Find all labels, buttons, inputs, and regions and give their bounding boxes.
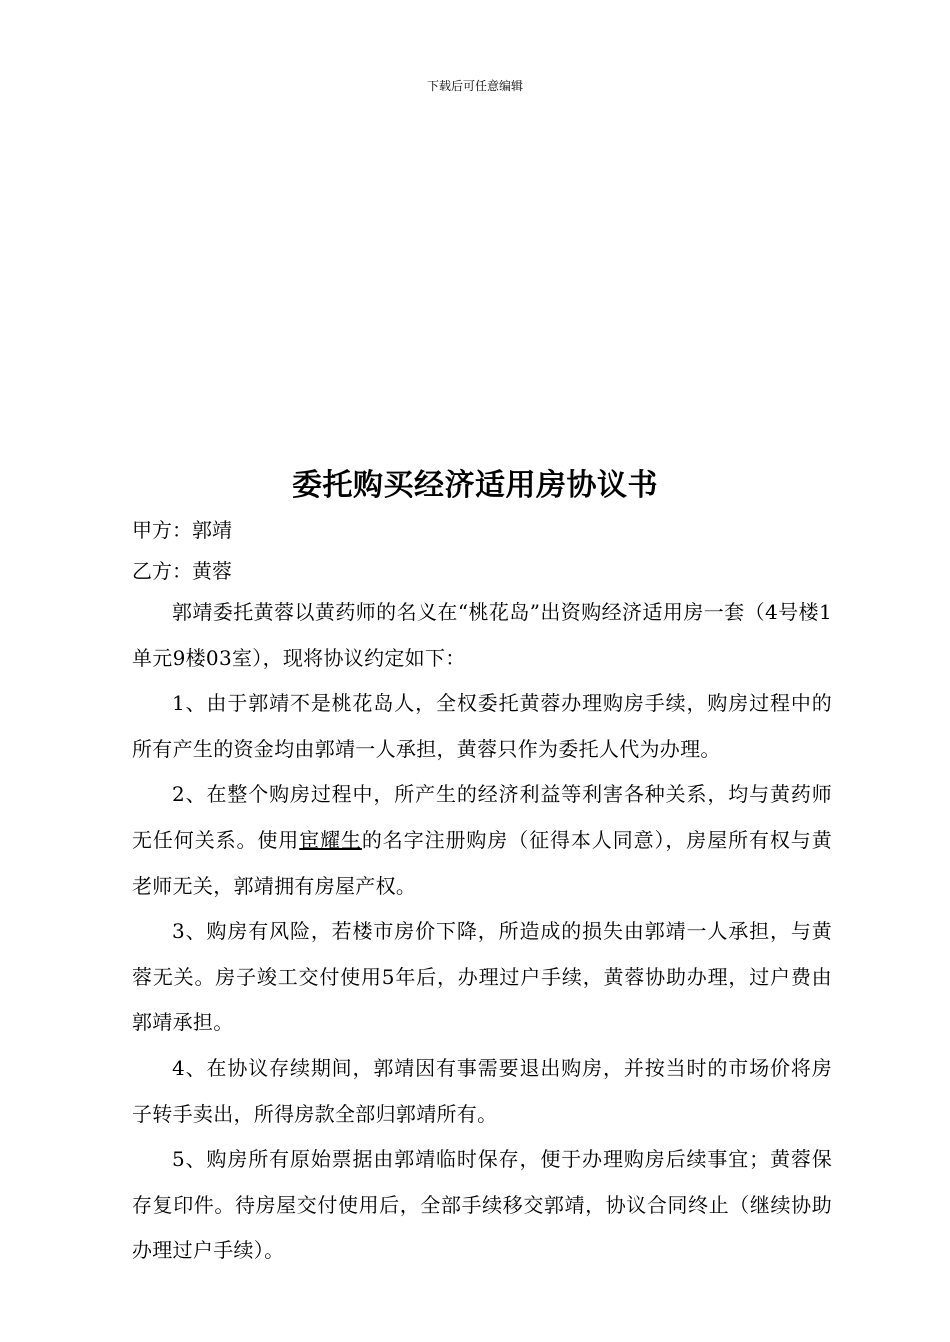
clause-2-text-before: 2、在整个购房过程中，所产生的经济利益等利害各种关系，均与黄药师无任何关系。使用	[132, 782, 832, 852]
clause-1: 1、由于郭靖不是桃花岛人，全权委托黄蓉办理购房手续，购房过程中的所有产生的资金均由郭靖一人承担，黄蓉只作为委托人代为办理。	[132, 691, 832, 761]
clause-5: 5、购房所有原始票据由郭靖临时保存，便于办理购房后续事宜；黄蓉保存复印件。待房屋交付使用后，全部手续移交郭靖，协议合同终止（继续协助办理过户手续）。	[132, 1147, 832, 1263]
party-a: 甲方：郭靖	[132, 518, 232, 542]
clause-2	[132, 772, 832, 909]
clause-2-text-after: 的名字注册购房（征得本人同意），房屋所有权与黄老师无关，郭靖拥有房屋产权。	[132, 827, 832, 898]
intro-paragraph: 郭靖委托黄蓉以黄药师的名义在“桃花岛”出资购经济适用房一套（4号楼1单元9楼03室），现将协议约定如下：	[132, 600, 832, 670]
agreement-body	[132, 590, 832, 1274]
header-note: 下载后可任意编辑	[426, 79, 523, 93]
document-title: 委托购买经济适用房协议书	[292, 468, 658, 503]
clause-4: 4、在协议存续期间，郭靖因有事需要退出购房，并按当时的市场价将房子转手卖出，所得房款全部归郭靖所有。	[132, 1055, 832, 1126]
clause-3: 3、购房有风险，若楼市房价下降，所造成的损失由郭靖一人承担，与黄蓉无关。房子竣工交付使用5年后，办理过户手续，黄蓉协助办理，过户费由郭靖承担。	[132, 919, 832, 1035]
party-b: 乙方：黄蓉	[132, 559, 232, 583]
registrant-name: 宦耀生	[299, 827, 362, 852]
